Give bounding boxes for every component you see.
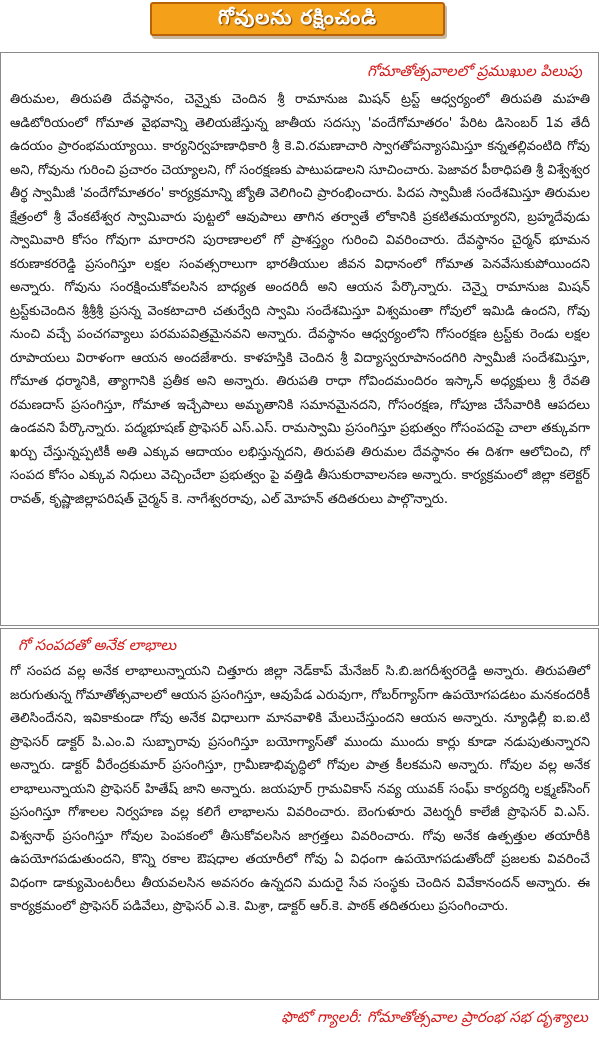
photo-gallery-link[interactable]: ఫొటో గ్యాలరీ: గోమాతోత్సవాల ప్రారంభ సభ దృశ్యాలు xyxy=(281,1008,588,1026)
section-1-heading: గోమాతోత్సవాలలో ప్రముఖుల పిలుపు xyxy=(367,62,582,80)
section-2-heading: గో సంపదతో అనేక లాభాలు xyxy=(18,636,177,654)
page-title: గోవులను రక్షించండి xyxy=(217,4,378,29)
section-1-body: తిరుమల, తిరుపతి దేవస్థానం, చెన్నైకు చెందిన శ్రీ రామానుజ మిషన్ ట్రస్ట్ ఆధ్వర్యంలో తిరుపతి మహతి ఆడిటోరియంలో గోమాత వైభవాన్ని తెలియజేస్తున్న జాతీయ సదస్సు 'వందేగోమాతరం' పేరిట డిసెంబర్ 1వ తేదీ ఉదయం ప్రారంభమయ్యాయి. కార్యనిర్వహణాధికారి శ్రీ కె.వి.రమణాచారి స్వాగతోపన్యాసమిస్తూ కన్నతల్లివంటిది గోవు అని, గోవును గురించి ప్రచారం చెయ్యాలని, గో సంరక్షణకు పాటుపడాలని సూచించారు. పెజావర పీఠాధిపతి శ్రీ విశ్వేశ్వర తీర్థ స్వామీజీ 'వందేగోమాతరం' కార్యక్రమాన్ని జ్యోతి వెలిగించి ప్రారంభించారు. పిదప స్వామీజీ సందేశమిస్తూ తిరుమల క్షేత్రంలో శ్రీ వేంకటేశ్వర స్వామివారు పుట్టలో ఆవుపాలు తాగిన తర్వాతే లోకానికి ప్రకటితమయ్యారని, బ్రహ్మదేవుడు స్వామివారి కోసం గోవుగా మారారని పురాణాలలో గో ప్రాశస్త్యం గురించి వివరించారు. దేవస్థానం చైర్మన్ భూమన కరుణాకరరెడ్డి ప్రసంగిస్తూ లక్షల సంవత్సరాలుగా భారతీయుల జీవన విధానంలో గోమాత పెనవేసుకుపోయిందని అన్నారు. గోవును సంరక్షించుకోవలసిన బాధ్యత అందరిదీ అని ఆయన పేర్కొన్నారు. చెన్నై రామానుజ మిషన్ ట్రస్ట్‌కుచెందిన శ్రీశ్రీశ్రీ ప్రసన్న వెంకటాచారి చతుర్వేది స్వామి సందేశమిస్తూ విశ్వమంతా గోవులో ఇమిడి ఉందని, గోవు నుంచి వచ్చే పంచగవ్యాలు పరమపవిత్రమైనవని అన్నారు. దేవస్థానం ఆధ్వర్యంలోని గోసంరక్షణ ట్రస్ట్‌కు రెండు లక్షల రూపాయలు విరాళంగా ఆయన అందజేశారు. కాళహస్తికి చెందిన శ్రీ విద్యాస్వరూపానందగిరి స్వామీజీ సందేశమిస్తూ, గోమాత ధర్మానికి, త్యాగానికి ప్రతీక అని అన్నారు. తిరుపతి రాధా గోవిందమందిరం ఇస్కాన్ అధ్యక్షులు శ్రీ రేవతి రమణదాస్ ప్రసంగిస్తూ, గోమాత ఇచ్చేపాలు అమృతానికి సమానమైనదని, గోసంరక్షణ, గోపూజ చేసేవారికి ఆపదలు ఉండవని పేర్కొన్నారు. పద్మభూషణ్ ప్రొఫెసర్ ఎస్.ఎస్. రామస్వామి ప్రసంగిస్తూ ప్రభుత్వం గోసంపదపై చాలా తక్కువగా ఖర్చు చేస్తున్నప్పటికీ అతి ఎక్కువ ఆదాయం లభిస్తున్నదని, తిరుపతి తిరుమల దేవస్థానం ఈ దిశగా ఆలోచించి, గో సంపద కోసం ఎక్కువ నిధులు వెచ్చించేలా ప్రభుత్వం పై వత్తిడి తీసుకురావాలనణ అన్నారు. కార్యక్రమంలో జిల్లా కలెక్టర్ రావత్, కృష్ణాజిల్లాపరిషత్ చైర్మన్ కె. నాగేశ్వరరావు, ఎల్ మోహన్ తదితరులు పాల్గొన్నారు. xyxy=(10,92,590,507)
section-2-body: గో సంపద వల్ల అనేక లాభాలున్నాయని చిత్తూరు జిల్లా నెడ్‌కాప్ మేనేజర్ సి.బి.జగదీశ్వరరెడ్డి అన్నారు. తిరుపతిలో జరుగుతున్న గోమాతోత్సవాలలో ఆయన ప్రసంగిస్తూ, ఆవుపేడ ఎరువుగా, గోబర్‌గ్యాస్‌గా ఉపయోగపడటం మనకందరికీ తెలిసిందేనని, ఇవికాకుండా గోవు అనేక విధాలుగా మానవాళికి మేలుచేస్తుందని ఆయన అన్నారు. న్యూఢిల్లీ ఐ.ఐ.టి ప్రొఫెసర్ డాక్టర్ పి.ఎం.వి సుబ్బారావు ప్రసంగిస్తూ బయోగ్యాస్‌తో ముందు ముందు కార్లు కూడా నడుపుతున్నారని అన్నారు. డాక్టర్ వీరేంద్రకుమార్ ప్రసంగిస్తూ, గ్రామీణాభివృద్ధిలో గోవుల పాత్ర కీలకమని అన్నారు. గోవుల వల్ల అనేక లాభాలున్నాయని ప్రొఫెసర్ హితేష్ జాని అన్నారు. జయపూర్ గ్రామవికాస్ నవ్య యువక్ సంఘ్ కార్యదర్శి లక్ష్మణ్‌సింగ్ ప్రసంగిస్తూ గోశాలల నిర్వహణ వల్ల కలిగే లాభాలను వివరించారు. బెంగుళూరు వెటర్నరీ కాలేజీ ప్రొఫెసర్ వి.ఎస్. విశ్వనాథ్ ప్రసంగిస్తూ గోవుల పెంపకంలో తీసుకోవలసిన జాగ్రత్తలు వివరించారు. గోవు అనేక ఉత్పత్తుల తయారీకి ఉపయోగపడుతుందని, కొన్ని రకాల ఔషధాల తయారీలో గోవు ఏ విధంగా ఉపయోగపడుతోందో ప్రజలకు వివరించే విధంగా డాక్యుమెంటరీలు తీయవలసిన అవసరం ఉన్నదని మదురై సేవ సంస్థకు చెందిన వివేకానందన్ అన్నారు. ఈ కార్యక్రమంలో ప్రొఫెసర్ పడివేలు, ప్రొఫెసర్ ఎ.కె. మిశ్రా, డాక్టర్ ఆర్.కె. పాఠక్ తదితరులు ప్రసంగించారు. xyxy=(10,664,590,914)
header xyxy=(0,0,600,44)
title-banner xyxy=(150,2,445,36)
